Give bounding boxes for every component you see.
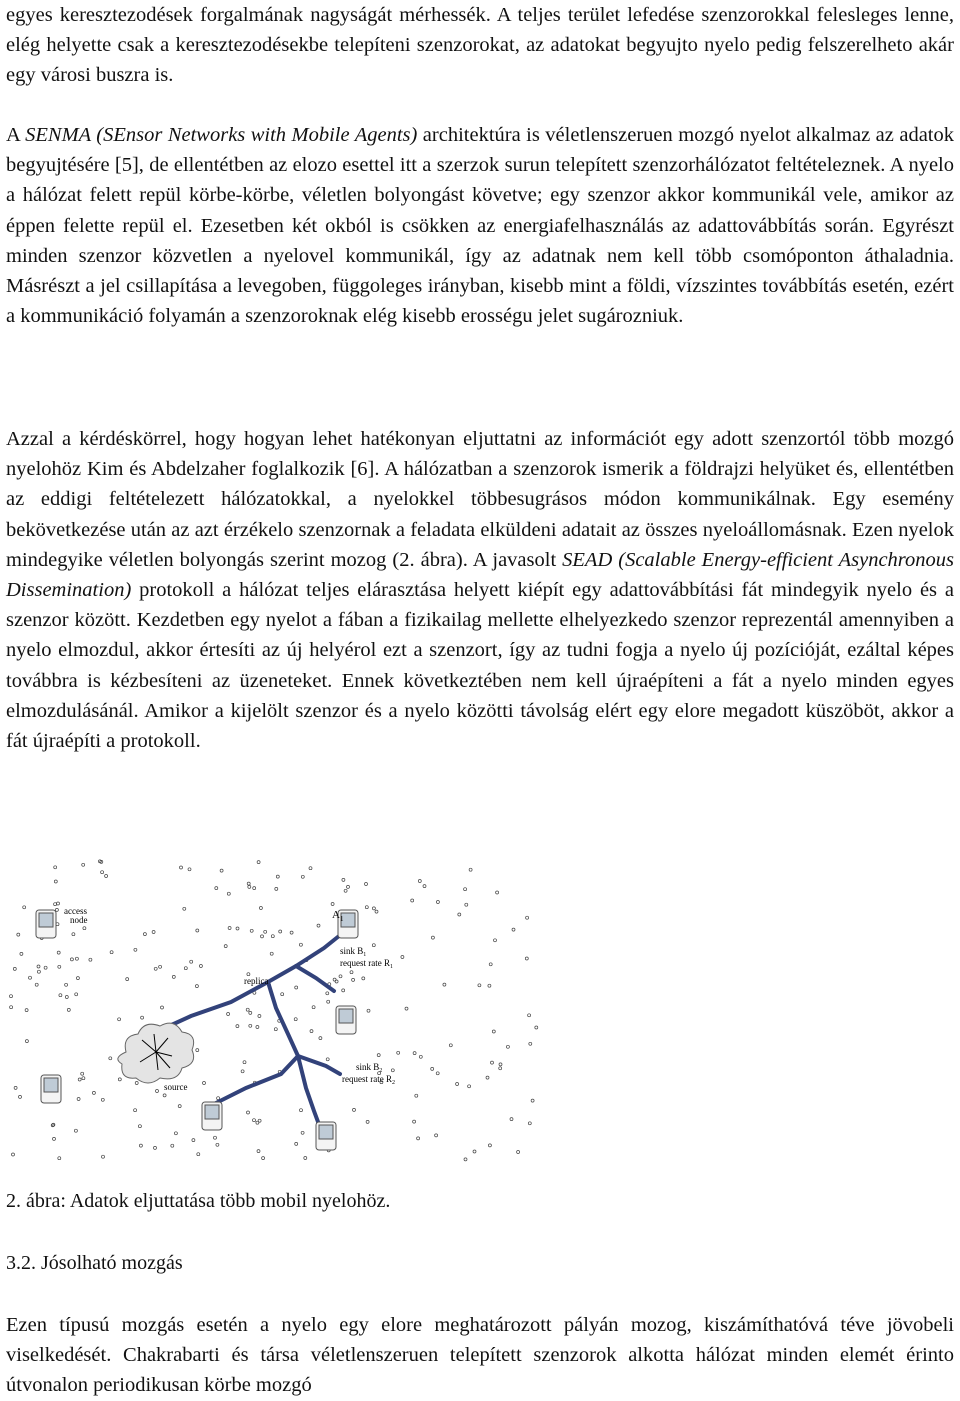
sensor-dot — [76, 977, 79, 980]
sensor-dot — [391, 1069, 394, 1072]
sensor-dot — [339, 975, 342, 978]
paragraph-predictable: Ezen típusú mozgás esetén a nyelo egy elore meghatározott pályán mozog, kiszámíthatóvá téve jövobeli viselkedését. Chakrabarti és társa véletlenszeruen telepített szenzorok alkotta hálózat minden elemét érinto útvonalon periodikusan körbe mozgó — [6, 1314, 954, 1397]
sensor-dot — [154, 1146, 157, 1149]
sensor-dot — [109, 1057, 112, 1060]
label-replica: replica — [244, 976, 269, 986]
sensor-dot — [197, 1153, 200, 1156]
sensor-dot — [274, 1028, 277, 1031]
sensor-dot — [326, 992, 329, 995]
sensor-dot — [528, 1014, 531, 1017]
sensor-dot — [517, 1151, 520, 1154]
sensor-dot — [449, 1044, 452, 1047]
sensor-dot — [67, 1008, 70, 1011]
sensor-dot — [365, 906, 368, 909]
sensor-dot — [101, 871, 104, 874]
sensor-dot — [241, 1070, 244, 1073]
sensor-dot — [188, 868, 191, 871]
sensor-dot — [118, 1078, 121, 1081]
sensor-dot — [411, 899, 414, 902]
sensor-dot — [249, 1024, 252, 1027]
sensor-dot — [491, 1061, 494, 1064]
sensor-dot — [300, 1109, 303, 1112]
label-a1: $A_1$ — [332, 909, 344, 923]
sensor-dot — [362, 977, 365, 980]
sensor-dot — [196, 1049, 199, 1052]
sensor-dot — [469, 868, 472, 871]
sensor-dot — [281, 993, 284, 996]
sensor-dot — [327, 1000, 330, 1003]
sensor-dot — [138, 1125, 141, 1128]
sensor-dot — [135, 1082, 138, 1085]
paragraph-senma: A SENMA (SEnsor Networks with Mobile Agents) architektúra is véletlenszeruen mozgó nyelot alkalmaz az adatok begyujtésére [5], de ellentétben az elozo esettel itt a szerzok surun telepített szenzorhálózatot feltételeznek. A nyelo a hálózat felett repül körbe-körbe, véletlen bolyongást követve; egy szenzor akkor kommunikál vele, amikor az éppen felette repül el. Ezesetben két okból is csökken az energiafelhasználás az adattovábbítás során. Egyrészt minden szenzor közvetlen a nyelovel kommunikál, így az adatnak nem kell több csomóponton áthaladnia. Másrészt a jel csillapítása a levegoben, függoleges irányban, kisebb mint a földi, vízszintes továbbítás esetén, ezért a kommunikáció folyamán a szenzoroknak elég kisebb erosségu jelet sugározniuk. — [6, 124, 954, 328]
sensor-dot — [372, 944, 375, 947]
sensor-dot — [134, 1109, 137, 1112]
sensor-dot — [486, 1076, 489, 1079]
sead-term: SEAD (Scalable Energy-efficient Asynchronous Dissemination) — [6, 548, 954, 602]
sensor-dot — [401, 956, 404, 959]
sensor-dot — [418, 880, 421, 883]
sensor-dot — [183, 907, 186, 910]
sensor-dot — [526, 916, 529, 919]
sensor-dot — [317, 924, 320, 927]
sensor-dot — [154, 967, 157, 970]
sensor-dot — [58, 1157, 61, 1160]
sensor-dot — [57, 951, 60, 954]
sensor-dot — [294, 1018, 297, 1021]
sensor-dot — [25, 1040, 28, 1043]
pda-icons — [36, 910, 358, 1150]
sensor-dots — [10, 860, 538, 1161]
sensor-dot — [77, 1098, 80, 1101]
label-sink-b1: sink $B_1$ — [340, 946, 367, 958]
sensor-dot — [295, 986, 298, 989]
sensor-dot — [53, 1137, 56, 1140]
sensor-dot — [70, 958, 73, 961]
sensor-dot — [203, 1082, 206, 1085]
sensor-dot — [257, 1150, 260, 1153]
sensor-dot — [492, 1030, 495, 1033]
sensor-dot — [431, 936, 434, 939]
sensor-dot — [220, 869, 223, 872]
sensor-dot — [342, 989, 345, 992]
figure-caption: 2. ábra: Adatok eljuttatása több mobil nyelohöz. — [6, 1190, 391, 1212]
sensor-dot — [431, 1067, 434, 1070]
sensor-dot — [512, 928, 515, 931]
sensor-dot — [488, 984, 491, 987]
sensor-dot — [261, 935, 264, 938]
sensor-dot — [525, 957, 528, 960]
sensor-dot — [259, 907, 262, 910]
sensor-dot — [118, 1018, 121, 1021]
sensor-dot — [174, 1132, 177, 1135]
sensor-dot — [14, 1086, 17, 1089]
sensor-dot — [488, 1144, 491, 1147]
sensor-dot — [139, 1144, 142, 1147]
sensor-dot — [75, 957, 78, 960]
sensor-dot — [276, 875, 279, 878]
sensor-dot — [59, 994, 62, 997]
sensor-dot — [82, 863, 85, 866]
sensor-dot — [10, 995, 13, 998]
sensor-dot — [309, 867, 312, 870]
sensor-dot — [156, 1090, 159, 1093]
sensor-dot — [102, 1155, 105, 1158]
sensor-dot — [178, 1105, 181, 1108]
sensor-dot — [535, 1026, 538, 1029]
sensor-dot — [506, 1045, 509, 1048]
sensor-dot — [143, 933, 146, 936]
sensor-dot — [528, 1122, 531, 1125]
sensor-dot — [352, 978, 355, 981]
sensor-dot — [436, 1072, 439, 1075]
sensor-dot — [436, 901, 439, 904]
sensor-dot — [72, 933, 75, 936]
sensor-dot — [353, 1108, 356, 1111]
sensor-dot — [227, 1013, 230, 1016]
sensor-dot — [249, 1011, 252, 1014]
sensor-dot — [290, 931, 293, 934]
sensor-dot — [29, 976, 32, 979]
sensor-dot — [531, 1099, 534, 1102]
sensor-dot — [264, 930, 267, 933]
sensor-dot — [347, 885, 350, 888]
sensor-dot — [468, 1085, 471, 1088]
sensor-dot — [333, 978, 336, 981]
sensor-dot — [215, 887, 218, 890]
sensor-dot — [415, 1094, 418, 1097]
sensor-dot — [78, 1078, 81, 1081]
sensor-dot — [65, 983, 68, 986]
sensor-dot — [89, 958, 92, 961]
sensor-dot — [465, 903, 468, 906]
sensor-dot — [10, 1006, 13, 1009]
sensor-dot — [54, 866, 57, 869]
sensor-dot — [25, 1009, 28, 1012]
figure-sead-diagram — [6, 856, 566, 1176]
sensor-dot — [443, 983, 446, 986]
sensor-dot — [20, 952, 23, 955]
label-source: source — [164, 1082, 188, 1092]
sensor-dot — [435, 1134, 438, 1137]
sensor-dot — [458, 913, 461, 916]
sensor-dot — [65, 996, 68, 999]
label-sink-b2: sink $B_2$ — [356, 1062, 383, 1074]
sensor-dot — [419, 1055, 422, 1058]
sensor-dot — [456, 1083, 459, 1086]
sensor-dot — [304, 1157, 307, 1160]
sensor-dot — [58, 965, 61, 968]
sensor-dot — [253, 887, 256, 890]
sensor-dot — [494, 939, 497, 942]
paragraph-intro: egyes keresztezodések forgalmának nagyságát mérhessék. A teljes terület lefedése szenzorokkal felesleges lenne, elég helyette csak a keresztezodésekbe telepíteni szenzorokat, az adatokat begyujto nyelo pedig felszerelheto akár egy városi buszra is. — [6, 4, 954, 87]
label-access-node: access — [64, 906, 87, 916]
sensor-dot — [224, 945, 227, 948]
sensor-dot — [35, 983, 38, 986]
sensor-dot — [180, 866, 183, 869]
label-rate-r1: request rate $R_1$ — [340, 958, 393, 970]
sensor-dot — [250, 929, 253, 932]
sensor-dot — [413, 1120, 416, 1123]
sensor-dot — [246, 1008, 249, 1011]
sensor-dot — [105, 875, 108, 878]
sensor-dot — [81, 1072, 84, 1075]
sensor-dot — [75, 993, 78, 996]
sensor-dot — [301, 1131, 304, 1134]
sensor-dot — [270, 952, 273, 955]
sensor-dot — [375, 910, 378, 913]
sensor-dot — [344, 889, 347, 892]
sensor-dot — [13, 967, 16, 970]
sensor-dot — [19, 1095, 22, 1098]
sensor-dot — [372, 907, 375, 910]
sensor-dot — [82, 1077, 85, 1080]
sensor-dot — [190, 960, 193, 963]
sensor-dot — [195, 985, 198, 988]
senma-term: SENMA (SEnsor Networks with Mobile Agents) — [25, 124, 418, 146]
sensor-dot — [23, 906, 26, 909]
sensor-dot — [295, 1142, 298, 1145]
sensor-dot — [54, 903, 57, 906]
section-heading: 3.2. Jósolható mozgás — [6, 1252, 183, 1274]
sensor-dot — [163, 1094, 166, 1097]
sensor-dot — [413, 1052, 416, 1055]
sensor-dot — [275, 887, 278, 890]
sensor-dot — [243, 1061, 246, 1064]
sensor-dot — [172, 975, 175, 978]
sensor-dot — [196, 929, 199, 932]
sensor-dot — [236, 1025, 239, 1028]
sensor-dot — [529, 1042, 532, 1045]
sensor-dot — [423, 885, 426, 888]
paragraph-sead: Azzal a kérdéskörrel, hogy hogyan lehet hatékonyan eljuttatni az információt egy adott szenzortól több mozgó nyelohöz Kim és Abdelzaher foglalkozik [6]. A hálózatban a szenzorok ismerik a földrajzi helyüket és, ellentétben az eddigi feltételezett hálózatokkal, a nyelokkel többesugrásos módon kommunikálnak. Egy esemény bekövetkezése után az azt érzékelo szenzornak a feladata elküldeni adatait az összes nyeloállomásnak. Ezen nyelok mindegyike véletlen bolyongás szerint mozog (2. ábra). A javasolt SEAD (Scalable Energy-efficient Asynchronous Dissemination) protokoll a hálózat teljes elárasztása helyett kiépít egy adattovábbítási fát mindegyik nyelo és a szenzor között. Kezdetben egy nyelot a fában a fizikailag mellette elhelyezkedo szenzor reprezentál amennyiben a nyelo elmozdul, akkor értesíti az új helyérol ezt a szenzort, így az tudni fogja a nyelo új pozícióját, ezáltal képes továbbra is kézbesíteni az üzeneteket. Ennek következtében nem kell újraépíteni a fát a nyelo minden egyes elmozdulásánál. Amikor a kijelölt szenzor és a nyelo közötti távolság elért egy elore megadott küszöböt, akkor a fát újraépíti a protokoll. — [6, 428, 954, 753]
sensor-dot — [489, 963, 492, 966]
sensor-dot — [319, 1037, 322, 1040]
sensor-dot — [126, 978, 129, 981]
sensor-dot — [248, 885, 251, 888]
sensor-dot — [417, 1137, 420, 1140]
sensor-dot — [74, 1129, 77, 1132]
sensor-dot — [253, 1119, 256, 1122]
sensor-dot — [262, 1157, 265, 1160]
sensor-dot — [227, 892, 230, 895]
sensor-dot — [397, 1051, 400, 1054]
sensor-dot — [247, 1111, 250, 1114]
sensor-dot — [258, 1119, 261, 1122]
sensor-dot — [499, 1063, 502, 1066]
sensor-dot — [17, 933, 20, 936]
sensor-dot — [499, 1067, 502, 1070]
label-access-node-2: node — [70, 915, 88, 925]
sensor-dot — [464, 1158, 467, 1161]
sensor-dot — [171, 1144, 174, 1147]
sensor-dot — [134, 948, 137, 951]
sensor-dot — [510, 1118, 513, 1121]
sensor-dot — [92, 1091, 95, 1094]
sensor-dot — [54, 880, 57, 883]
sensor-dot — [247, 882, 250, 885]
sensor-dot — [464, 888, 467, 891]
sensor-dot — [271, 935, 274, 938]
sensor-dot — [141, 1016, 144, 1019]
sensor-dot — [44, 966, 47, 969]
sensor-dot — [256, 1026, 259, 1029]
sensor-dot — [301, 875, 304, 878]
sensor-dot — [310, 1030, 313, 1033]
sensor-dot — [192, 1139, 195, 1142]
sensor-dot — [377, 1054, 380, 1057]
sensor-dot — [279, 930, 282, 933]
sensor-dot — [228, 927, 231, 930]
sensor-dot — [159, 965, 162, 968]
sensor-dot — [365, 883, 368, 886]
sensor-dot — [342, 878, 345, 881]
sensor-dot — [367, 1009, 370, 1012]
sensor-dot — [37, 970, 40, 973]
sensor-dot — [236, 927, 239, 930]
dissemination-tree — [156, 932, 344, 1130]
sensor-dot — [161, 1006, 164, 1009]
sensor-dot — [152, 931, 155, 934]
sensor-dot — [110, 951, 113, 954]
sensor-dot — [478, 984, 481, 987]
sensor-dot — [216, 1143, 219, 1146]
sensor-dot — [326, 1058, 329, 1061]
sensor-dot — [101, 1098, 104, 1101]
sensor-dot — [312, 1006, 315, 1009]
sensor-dot — [405, 1007, 408, 1010]
sensor-dot — [199, 965, 202, 968]
sensor-dot — [184, 967, 187, 970]
sensor-dot — [299, 943, 302, 946]
sensor-dot — [83, 927, 86, 930]
sensor-dot — [496, 891, 499, 894]
sensor-dot — [257, 861, 260, 864]
label-rate-r2: request rate $R_2$ — [342, 1074, 395, 1086]
sensor-dot — [258, 1015, 261, 1018]
sensor-dot — [57, 902, 60, 905]
sensor-dot — [366, 1120, 369, 1123]
sensor-dot — [350, 971, 353, 974]
sensor-dot — [12, 1153, 15, 1156]
sensor-dot — [37, 965, 40, 968]
sensor-dot — [331, 903, 334, 906]
sensor-dot — [473, 1150, 476, 1153]
sensor-dot — [214, 1136, 217, 1139]
